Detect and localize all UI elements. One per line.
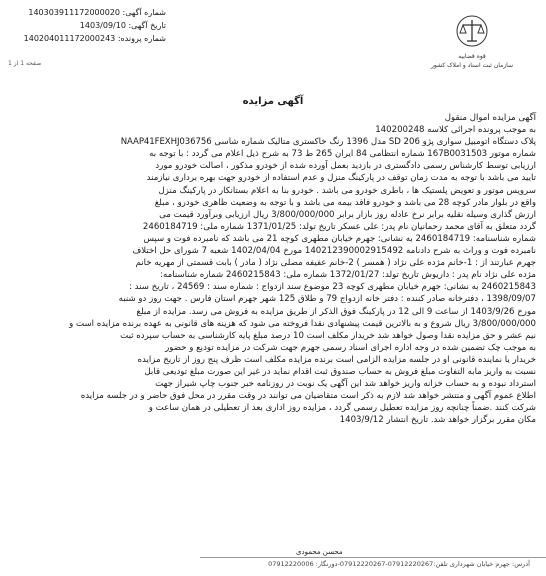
notice-date-row (16, 19, 166, 32)
body-line: مژده علی نژاد نام پدر : داریوش تاریخ تولد: 1372/01/27 شماره ملی: 2460215843 شماره شناسنامه: (160, 270, 536, 281)
body-line: 1398/09/07 ، دفترخانه صادر کننده : دفتر خانه ازدواج 79 و طلاق 125 شهر جهرم استان فارس . جهت روز دو شنبه (118, 294, 536, 305)
notice-title: آگهی مزایده (242, 96, 304, 107)
footer-divider (200, 557, 546, 558)
body-line: پلاک دستگاه اتومبیل سواری پژو 206 SD مدل 1396 رنگ خاکستری متالیک شماره شاسی NAAP41FEXHJ036756 (120, 137, 536, 148)
case-number: 140204011172000243 (23, 34, 116, 43)
notice-date-label: تاریخ آگهی: (128, 21, 166, 30)
body-line: شماره موتور 167B0031503 شماره انتظامی 84 ایران 265 ط 73 به شرح ذیل اعلام می گردد : با توجه به (149, 149, 536, 160)
body-line: 3/800/000/000 ریال شروع و به بالاترین قیمت پیشنهادی نقدا فروخته می شود که هزینه های قانونی به عهده برنده مزایده است و (69, 318, 536, 329)
body-line: سرویس موتور و تعویض پلستیک ها ، باطری خودرو می باشد . خودرو بنا به اعلام بستانکار در پارکینگ منزل (158, 185, 536, 196)
body-line: استرداد نبوده و به حساب خزانه واریز خواهد شد این آگهی یک نوبت در روزنامه خبر جنوب چاپ شیراز جهت (155, 379, 536, 390)
body-line: ارزیابی توسط کارشناس رسمی دادگستری در بازدید بعمل آورده شده از خودرو مذکور ، اصالت خودرو مورد (155, 161, 536, 172)
body-line: نیم عشر و حق مزایده نقدا وصول خواهد شد خریدار مکلف است 10 درصد مبلغ پایه کارشناسی به حساب سپرده ثبت (120, 330, 536, 341)
judiciary-emblem (412, 14, 532, 70)
body-line: واقع در بلوار مادر کوچه 28 می باشد و خودرو فاقد بیمه می باشد و با توجه به وضعیت ظاهری خودرو ، مبلغ (154, 197, 536, 208)
body-line: شماره شناسنامه: 2460184719 به نشانی: جهرم خیابان مطهری کوچه 21 می باشد که نامبرده فوت و سپس (143, 233, 536, 244)
notice-number-label: شماره آگهی: (122, 8, 166, 17)
body-line: تایید می باشد با توجه به مدت زمان توقف در پارکینگ منزل و عدم استفاده از خودرو جهت بهره برداری نیازمند (146, 173, 536, 184)
body-line: خریدار یا نماینده قانونی او در جلسه مزایده الزامی است برنده مزایده مکلف است ظرف پنج روز از تاریخ مزایده (137, 354, 536, 365)
notice-body (10, 112, 536, 426)
body-line: جهرم عبارتند از : 1-خانم مژده علی نژاد ( همسر ) 2-خانم عفیفه مصلی نژاد ( مادر ) بابت قسمتی از مهریه خانم (135, 258, 536, 269)
body-line: آگهی مزایده اموال منقول (444, 113, 536, 123)
case-number-row (16, 32, 166, 45)
notice-date: 1403/09/10 (79, 21, 126, 30)
signatory-name: محسن محمودی (296, 548, 343, 556)
scales-of-justice-icon (455, 14, 489, 48)
body-line: شرکت کنند .ضمناً چنانچه روز مزایده تعطیل رسمی گردد ، مزایده روز اداری بعد از تعطیلی در همان ساعت و (148, 403, 536, 414)
body-line: به موجب چک تضمین شده در وجه اداره اجرای اسناد رسمی جهرم جهت شرکت در مزایده تودیع و حضور (165, 342, 536, 353)
body-line: 2460215843 به نشانی: جهرم خیابان مطهری کوچه 23 موضوع سند ازدواج : شماره سند : 24569 ، تاریخ سند : (129, 282, 536, 293)
body-line: به موجب پرونده اجرائی کلاسه 140200248 (375, 125, 536, 136)
org-name-line1: قوه قضاییه (458, 53, 486, 60)
body-line: نامبرده فوت و وراث به شرح دادنامه 140212390002915492 مورخ 1402/04/04 شعبه 7 شورای حل اختلاف (132, 246, 536, 257)
page-number: صفحه 1 از 1 (8, 60, 42, 67)
notice-number-row (16, 6, 166, 19)
notice-header-meta (16, 6, 166, 45)
notice-number: 140303911172000020 (28, 8, 120, 17)
org-name-line2: سازمان ثبت اسناد و املاک کشور (430, 62, 514, 69)
body-line: مورخ 1403/9/26 از ساعت 9 الی 12 در پارکینگ فوق الذکر از طریق مزایده به فروش می رسد. مزایده از مبلغ (136, 306, 536, 317)
body-line: گردد متعلق به آقای محمد رحمانیان نام پدر: علی عسکر تاریخ تولد: 1371/01/25 شماره ملی: 2460184719 (142, 221, 536, 232)
case-number-label: شماره پرونده: (117, 34, 166, 43)
body-line: نسبت به واریز مابه التفاوت مبلغ فروش به حساب صندوق ثبت اقدام نماید در غیر این صورت مبلغ تودیعی قابل (144, 366, 536, 377)
body-line: ارزش گذاری وسیله نقلیه برابر نرخ عادله روز بازار برابر 3/800/000/000 ریال ارزیابی وبرآورد قیمت می (159, 209, 536, 220)
body-line: مکان مقرر برگزار خواهد شد. تاریخ انتشار 1403/9/12 (339, 415, 536, 426)
body-line: اطلاع عموم آگهی و منتشر خواهد شد لازم به ذکر است متقاضیان می توانند در وقت مقرر در محل فوق حاضر و در جلسه مزایده (80, 391, 536, 402)
footer-address: آدرس: جهرم خیابان شهرداری تلفن:07912220267-07912220267-دورنگار: 07912220006 (268, 560, 530, 568)
